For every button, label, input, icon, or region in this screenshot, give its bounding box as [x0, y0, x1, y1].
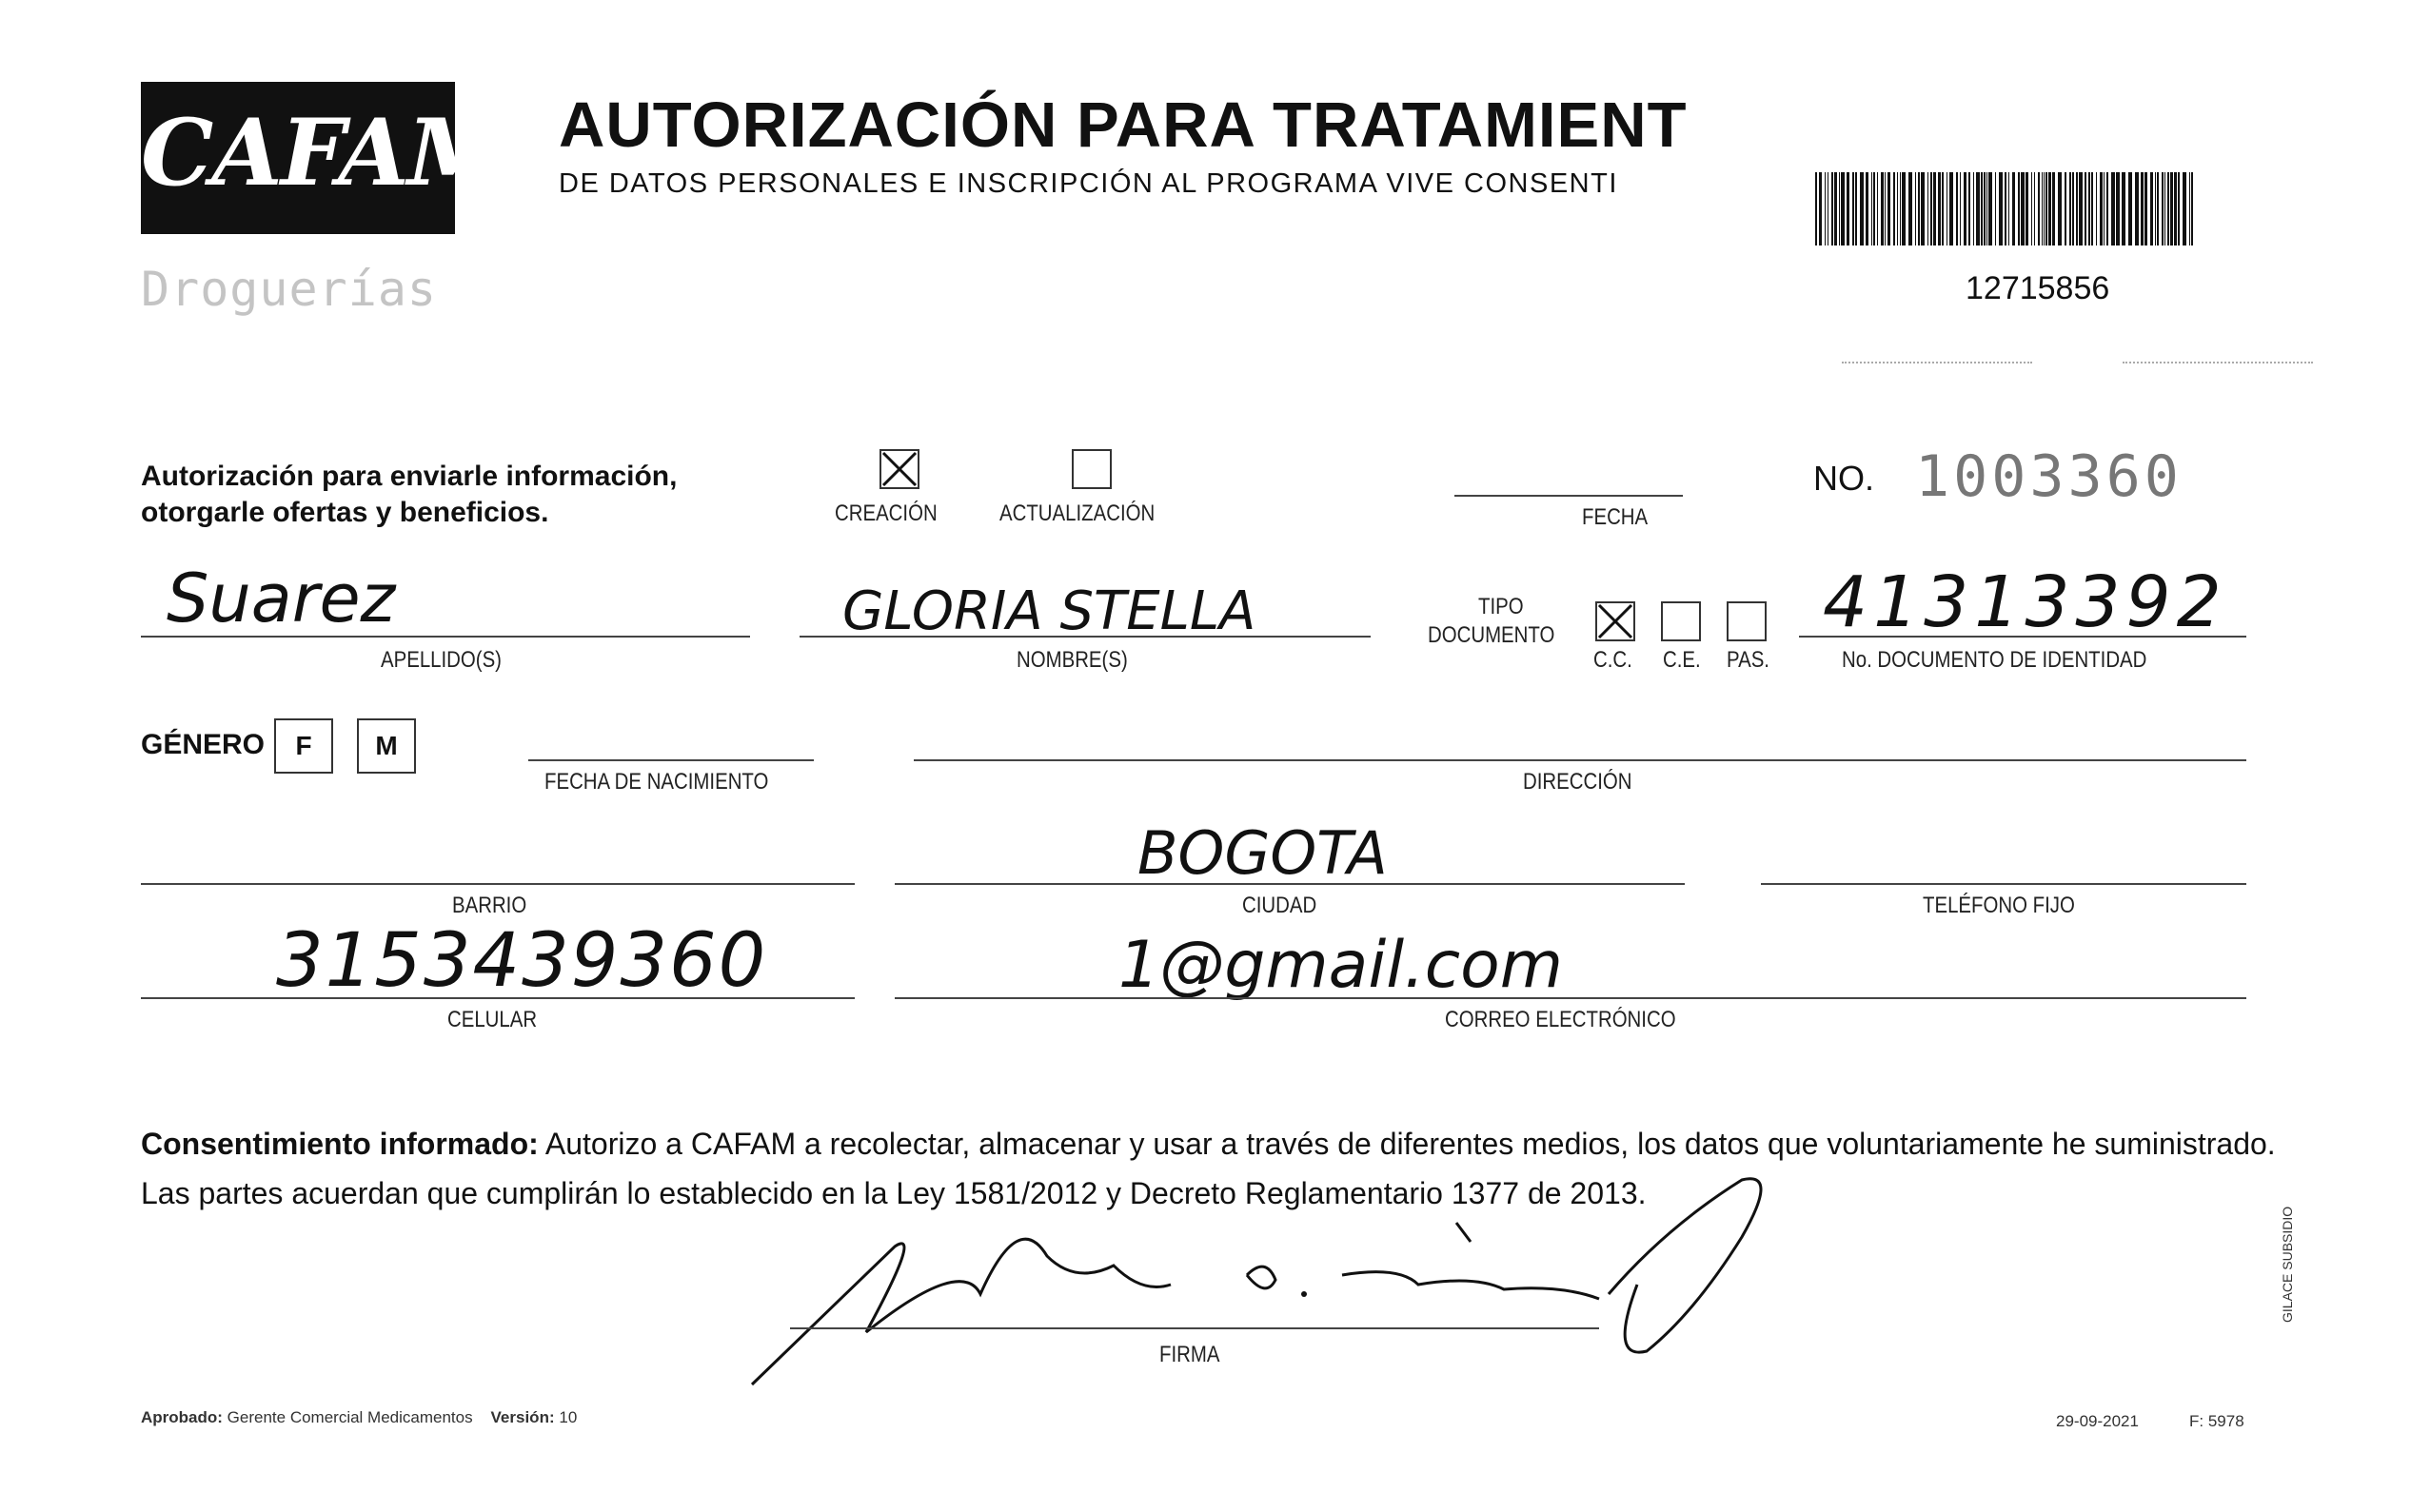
ciudad-value: BOGOTA [1137, 818, 1388, 888]
pas-label: PAS. [1727, 647, 1769, 673]
documento-label: No. DOCUMENTO DE IDENTIDAD [1842, 647, 2147, 673]
droguerias-label: Droguerías [141, 262, 438, 317]
version-value: 10 [559, 1408, 578, 1426]
footer-approved [141, 1408, 577, 1427]
genero-f-box[interactable]: F [274, 718, 333, 774]
x-mark-icon [1597, 603, 1633, 639]
cafam-logo: CAFAM [141, 99, 507, 206]
cc-checkbox[interactable] [1595, 601, 1635, 641]
barrio-line [141, 883, 855, 885]
document-subtitle: DE DATOS PERSONALES E INSCRIPCIÓN AL PROGRAMA VIVE CONSENTI [559, 168, 1618, 199]
ce-checkbox[interactable] [1661, 601, 1701, 641]
x-mark-icon [881, 451, 918, 487]
nombre-value: GLORIA STELLA [842, 580, 1256, 642]
firma-label: FIRMA [1159, 1342, 1220, 1367]
firma-line [790, 1327, 1599, 1329]
creacion-checkbox[interactable] [879, 449, 919, 489]
document-title: AUTORIZACIÓN PARA TRATAMIENT [559, 89, 1688, 161]
celular-value: 3153439360 [276, 918, 768, 1004]
correo-value: 1@gmail.com [1118, 928, 1563, 1003]
direccion-line [914, 759, 2246, 761]
correo-line [895, 997, 2246, 999]
apellido-line [141, 636, 750, 638]
barrio-label: BARRIO [452, 893, 527, 918]
version-label: Versión: [490, 1408, 555, 1426]
ciudad-label: CIUDAD [1242, 893, 1317, 918]
fecha-line [1454, 495, 1683, 497]
form-no-value: 1003360 [1915, 443, 2183, 510]
celular-label: CELULAR [447, 1007, 538, 1032]
genero-label: GÉNERO [141, 729, 266, 760]
apellido-value: Suarez [167, 560, 396, 638]
side-vertical-text: GILACE SUBSIDIO [2280, 1206, 2295, 1323]
actualizacion-checkbox[interactable] [1072, 449, 1112, 489]
ciudad-line [895, 883, 1685, 885]
authorization-text-2: otorgarle ofertas y beneficios. [141, 497, 549, 528]
pas-checkbox[interactable] [1727, 601, 1767, 641]
apellido-label: APELLIDO(S) [381, 647, 502, 673]
nacimiento-line [528, 759, 814, 761]
aprobado-value: Gerente Comercial Medicamentos [227, 1408, 473, 1426]
footer-code: F: 5978 [2189, 1412, 2244, 1430]
fecha-label: FECHA [1582, 504, 1649, 530]
consent-text: Autorizo a CAFAM a recolectar, almacenar y usar a través de diferentes medios, los datos que voluntariamente he suministrado. Las partes acuerdan que cumplirán lo establecido en la Ley 1581/2012 y Decreto Reglamentario 1377 de 2013. [141, 1127, 2276, 1210]
signature [733, 1170, 1799, 1399]
documento-line [1799, 636, 2246, 638]
genero-m-box[interactable]: M [357, 718, 416, 774]
tipo-documento-label-2: DOCUMENTO [1428, 622, 1555, 648]
direccion-label: DIRECCIÓN [1523, 769, 1632, 795]
celular-line [141, 997, 855, 999]
nombre-line [800, 636, 1371, 638]
scan-line [2123, 362, 2313, 363]
cc-label: C.C. [1593, 647, 1632, 673]
actualizacion-label: ACTUALIZACIÓN [999, 501, 1156, 526]
creacion-label: CREACIÓN [835, 501, 938, 526]
ce-label: C.E. [1663, 647, 1701, 673]
tipo-documento-label-1: TIPO [1478, 594, 1524, 619]
barcode [1815, 172, 2196, 245]
footer-date: 29-09-2021 [2056, 1412, 2139, 1430]
documento-value: 41313392 [1823, 561, 2227, 643]
nacimiento-label: FECHA DE NACIMIENTO [544, 769, 769, 795]
scan-line [1842, 362, 2032, 363]
telefono-line [1761, 883, 2246, 885]
aprobado-label: Aprobado: [141, 1408, 223, 1426]
barcode-number: 12715856 [1966, 270, 2110, 306]
nombre-label: NOMBRE(S) [1017, 647, 1128, 673]
consent-lead: Consentimiento informado: [141, 1127, 539, 1161]
authorization-text-1: Autorización para enviarle información, [141, 461, 678, 492]
correo-label: CORREO ELECTRÓNICO [1445, 1007, 1676, 1032]
form-no-label: NO. [1813, 459, 1875, 498]
telefono-label: TELÉFONO FIJO [1923, 893, 2075, 918]
